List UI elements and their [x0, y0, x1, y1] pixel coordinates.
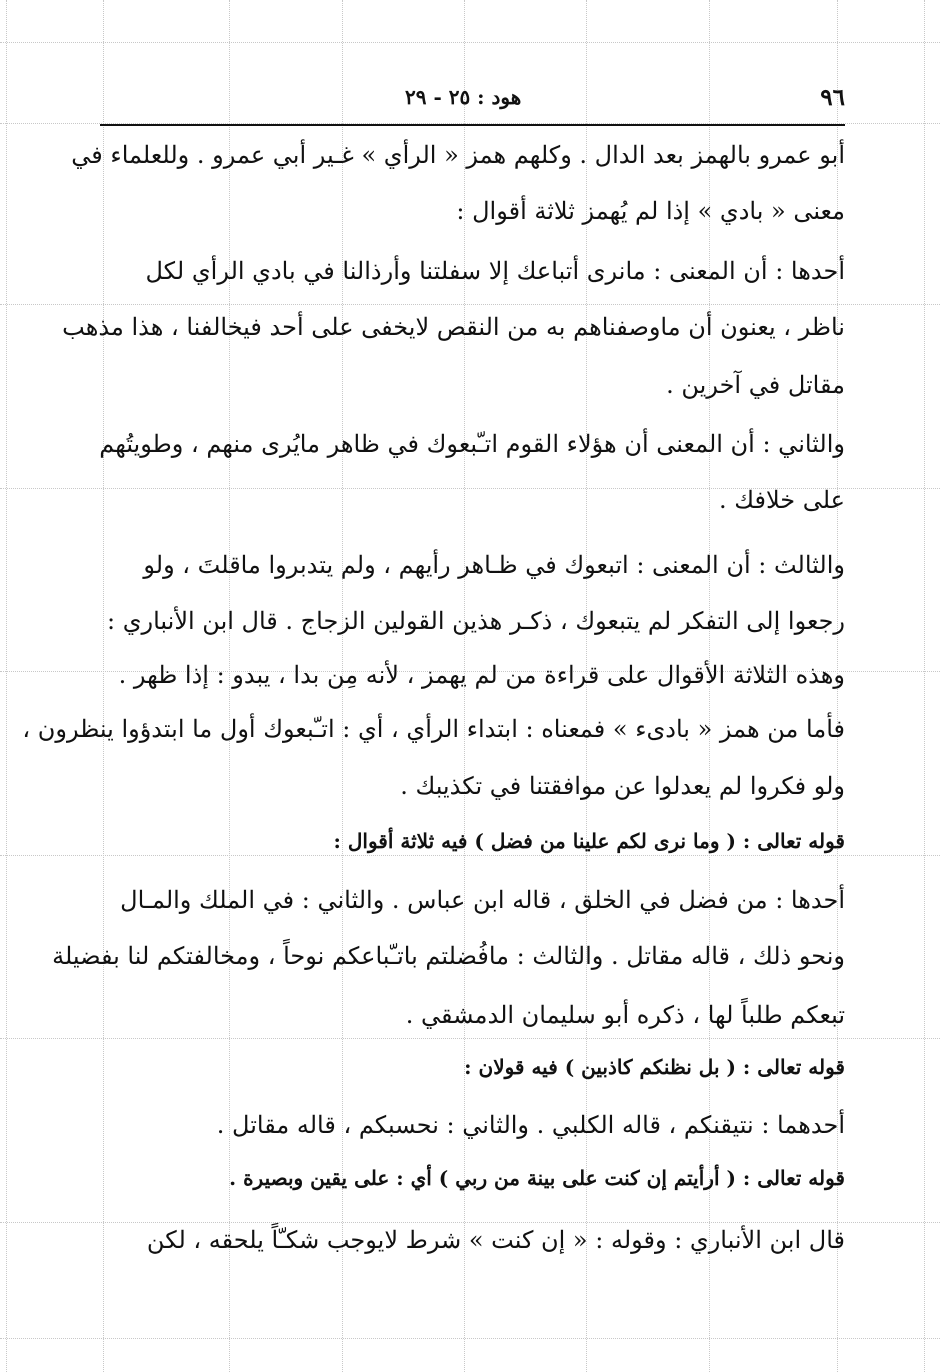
- text-line: أحدها : أن المعنى : مانرى أتباعك إلا سفلتنا وأرذالنا في بادي الرأي لكل: [145, 257, 845, 285]
- text-line: قال ابن الأنباري : وقوله : « إن كنت » شرط لايوجب شكـّاً يلحقه ، لكن: [146, 1226, 845, 1254]
- text-line: مقاتل في آخرين .: [666, 371, 845, 399]
- running-head: [100, 84, 845, 126]
- text-line: أحدهما : نتيقنكم ، قاله الكلبي . والثاني : نحسبكم ، قاله مقاتل .: [216, 1111, 845, 1139]
- text-line: رجعوا إلى التفكر لم يتبعوك ، ذكـر هذين القولين الزجاج . قال ابن الأنباري :: [107, 607, 845, 635]
- text-line: ناظر ، يعنون أن ماوصفناهم به من النقص لايخفى على أحد فيخالفنا ، هذا مذهب: [62, 313, 845, 341]
- page-guide-line: [924, 0, 925, 1372]
- text-line: والثاني : أن المعنى أن هؤلاء القوم اتـّبعوك في ظاهر مايُرى منهم ، وطويتُهم: [99, 430, 845, 458]
- text-line: فأما من همز « بادىء » فمعناه : ابتداء الرأي ، أي : اتـّبعوك أول ما ابتدؤوا ينظرون ،: [22, 715, 845, 743]
- text-line: والثالث : أن المعنى : اتبعوك في ظـاهر رأيهم ، ولم يتدبروا ماقلتَ ، ولو: [143, 551, 845, 579]
- text-line: أحدها : من فضل في الخلق ، قاله ابن عباس . والثاني : في الملك والمـال: [120, 886, 845, 914]
- text-line: تبعكم طلباً لها ، ذكره أبو سليمان الدمشقي .: [405, 1001, 845, 1029]
- text-line: على خلافك .: [718, 486, 845, 514]
- text-line: أبو عمرو بالهمز بعد الدال . وكلهم همز « الرأي » غـير أبي عمرو . وللعلماء في: [71, 141, 845, 169]
- page-number: ٩٦: [820, 84, 845, 111]
- running-title: هود : ٢٥ - ٢٩: [405, 85, 522, 109]
- page-guide-line: [6, 0, 7, 1372]
- quran-verse-line: قوله تعالى : ( وما نرى لكم علينا من فضل ) فيه ثلاثة أقوال :: [333, 829, 845, 853]
- page-guide-line: [0, 1338, 940, 1339]
- text-line: معنى « بادي » إذا لم يُهمز ثلاثة أقوال :: [456, 197, 845, 225]
- text-line: ونحو ذلك ، قاله مقاتل . والثالث : مافُضلتم باتـّباعكم نوحاً ، ومخالفتكم لنا بفضيلة: [52, 942, 845, 970]
- quran-verse-line: قوله تعالى : ( أرأيتم إن كنت على بينة من ربي ) أي : على يقين وبصيرة .: [229, 1166, 845, 1190]
- text-line: ولو فكروا لم يعدلوا عن موافقتنا في تكذيبك .: [400, 772, 845, 800]
- quran-verse-line: قوله تعالى : ( بل نظنكم كاذبين ) فيه قولان :: [464, 1055, 845, 1079]
- book-page: [22, 70, 845, 1310]
- text-line: وهذه الثلاثة الأقوال على قراءة من لم يهمز ، لأنه مِن بدا ، يبدو : إذا ظهر .: [118, 661, 845, 689]
- page-guide-line: [0, 42, 940, 43]
